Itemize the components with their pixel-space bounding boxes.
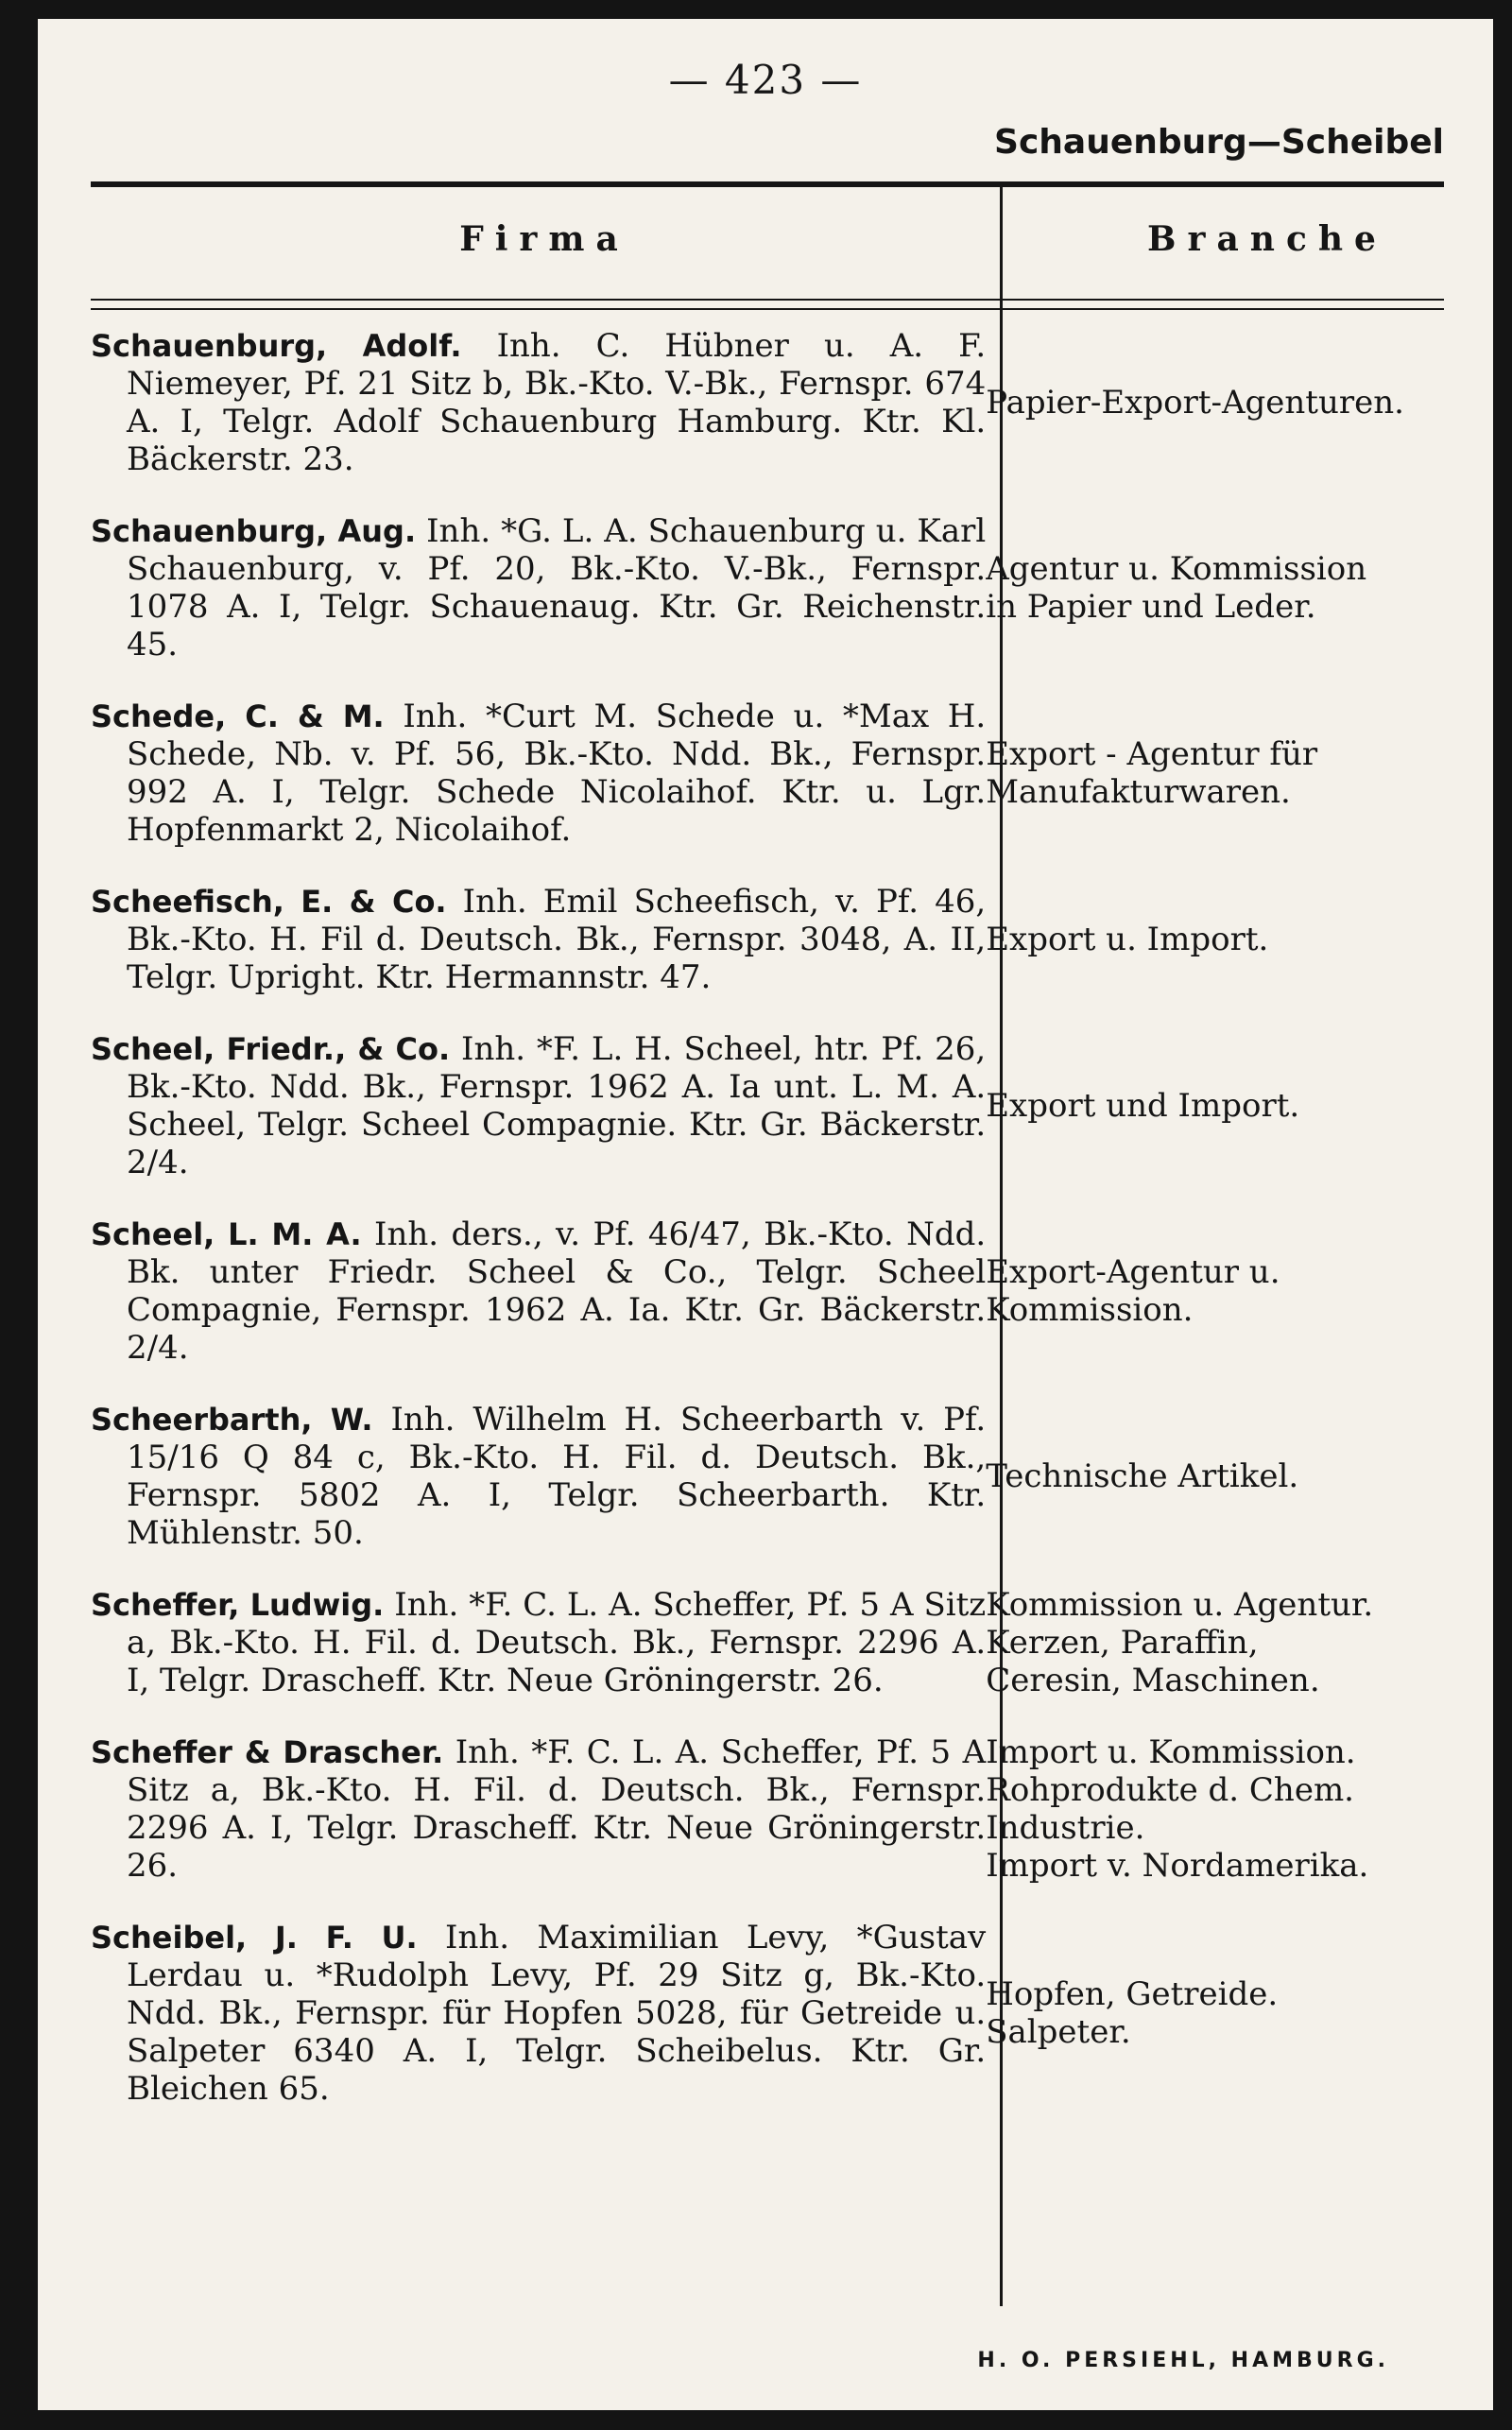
firma-details: Inh. *F. C. L. A. Scheffer, Pf. 5 A Sitz a, Bk.-Kto. H. Fil. d. Deutsch. Bk., Fernspr. 2296 A. I, Telgr. Drascheff. Ktr. Neue Gröningerstr. 26. [127, 1733, 987, 1885]
branche-text [986, 1975, 1448, 2051]
branche-text [986, 1253, 1448, 1329]
entry-scheefisch [91, 883, 1448, 996]
branche-line: Papier-Export-Agenturen. [986, 384, 1404, 422]
firma-text [91, 1030, 986, 1181]
firma-name: Scheel, L. M. A. [91, 1216, 362, 1252]
firma-details: Inh. Maximilian Levy, *Gustav Lerdau u. *Rudolph Levy, Pf. 29 Sitz g, Bk.-Kto. Ndd. Bk., Fernspr. für Hopfen 5028, für Getreide u. Salpeter 6340 A. I, Telgr. Scheibelus. Ktr. Gr. Bleichen 65. [127, 1919, 987, 2108]
entry-scheffer-ludwig [91, 1586, 1448, 1699]
firma-text [91, 1586, 986, 1699]
branche-line: Export u. Import. [986, 921, 1269, 958]
firma-name: Scheibel, J. F. U. [91, 1920, 418, 1956]
entry-schauenburg-adolf [91, 327, 1448, 478]
firma-text [91, 883, 986, 996]
firma-details: Inh. *F. C. L. A. Scheffer, Pf. 5 A Sitz a, Bk.-Kto. H. Fil. d. Deutsch. Bk., Fernspr. 2296 A. I, Telgr. Drascheff. Ktr. Neue Gröningerstr. 26. [127, 1586, 987, 1699]
branche-text [986, 1733, 1448, 1885]
firma-details: Inh. *F. L. H. Scheel, htr. Pf. 26, Bk.-Kto. Ndd. Bk., Fernspr. 1962 A. Ia unt. L. M. A. Scheel, Telgr. Scheel Compagnie. Ktr. Gr. Bäckerstr. 2/4. [127, 1030, 987, 1181]
entry-schauenburg-aug [91, 512, 1448, 664]
branche-line: Technische Artikel. [986, 1457, 1299, 1495]
firma-text [91, 1215, 986, 1367]
branche-line: Export-Agentur u. [986, 1253, 1280, 1291]
entry-schede [91, 698, 1448, 849]
branche-line: Rohprodukte d. Chem. [986, 1771, 1354, 1809]
firma-details: Inh. *Curt M. Schede u. *Max H. Schede, Nb. v. Pf. 56, Bk.-Kto. Ndd. Bk., Fernspr. 992 A. I, Telgr. Schede Nicolaihof. Ktr. u. Lgr. Hopfenmarkt 2, Nicolaihof. [127, 698, 987, 849]
directory-page [38, 19, 1493, 2410]
branche-line: Industrie. [986, 1809, 1145, 1847]
running-head: Schauenburg—Scheibel [994, 123, 1444, 162]
branche-line: Import v. Nordamerika. [986, 1847, 1369, 1885]
firma-name: Scheefisch, E. & Co. [91, 884, 447, 920]
branche-text [986, 384, 1448, 422]
firma-name: Schede, C. & M. [91, 698, 385, 734]
firma-details: Inh. Emil Scheefisch, v. Pf. 46, Bk.-Kto. H. Fil d. Deutsch. Bk., Fernspr. 3048, A. II, Telgr. Upright. Ktr. Hermannstr. 47. [127, 883, 987, 996]
branche-line: Kerzen, Paraffin, [986, 1624, 1259, 1662]
column-header-branche: Branche [1147, 219, 1387, 259]
column-header-firma: Firma [459, 219, 629, 259]
branche-line: Manufakturwaren. [986, 773, 1291, 811]
branche-text [986, 1457, 1448, 1495]
firma-text [91, 512, 986, 664]
branche-text [986, 550, 1448, 626]
branche-line: Import u. Kommission. [986, 1733, 1356, 1771]
entry-scheibel [91, 1919, 1448, 2108]
header-double-rule [91, 299, 1444, 310]
branche-line: Agentur u. Kommission [986, 550, 1367, 588]
firma-name: Schauenburg, Adolf. [91, 328, 462, 364]
branche-text [986, 1586, 1448, 1699]
firma-name: Schauenburg, Aug. [91, 513, 417, 549]
branche-line: Kommission u. Agentur. [986, 1586, 1374, 1624]
firma-details: Inh. *G. L. A. Schauenburg u. Karl Schauenburg, v. Pf. 20, Bk.-Kto. V.-Bk., Fernspr. 1078 A. I, Telgr. Schauenaug. Ktr. Gr. Reichenstr. 45. [127, 512, 987, 664]
branche-line: Salpeter. [986, 2013, 1131, 2051]
branche-text [986, 921, 1448, 958]
entry-scheerbarth [91, 1401, 1448, 1552]
entry-scheel-lma [91, 1215, 1448, 1367]
firma-name: Scheffer & Drascher. [91, 1734, 444, 1770]
firma-details: Inh. C. Hübner u. A. F. Niemeyer, Pf. 21 Sitz b, Bk.-Kto. V.-Bk., Fernspr. 674 A. I, Telgr. Adolf Schauenburg Hamburg. Ktr. Kl. Bäckerstr. 23. [127, 327, 987, 478]
column-header-row [91, 187, 1444, 297]
branche-text [986, 1087, 1448, 1125]
branche-line: Hopfen, Getreide. [986, 1975, 1279, 2013]
firma-details: Inh. ders., v. Pf. 46/47, Bk.-Kto. Ndd. Bk. unter Friedr. Scheel & Co., Telgr. Scheel Compagnie, Fernspr. 1962 A. Ia. Ktr. Gr. Bäckerstr. 2/4. [127, 1215, 987, 1367]
branche-line: Ceresin, Maschinen. [986, 1662, 1320, 1699]
firma-text [91, 698, 986, 849]
branche-line: Export - Agentur für [986, 735, 1318, 773]
firma-name: Scheffer, Ludwig. [91, 1587, 385, 1623]
firma-name: Scheerbarth, W. [91, 1402, 373, 1438]
branche-text [986, 735, 1448, 811]
firma-text [91, 1733, 986, 1885]
firma-text [91, 1401, 986, 1552]
page-number: — 423 — [668, 57, 863, 103]
firma-details: Inh. Wilhelm H. Scheerbarth v. Pf. 15/16 Q 84 c, Bk.-Kto. H. Fil. d. Deutsch. Bk., Fernspr. 5802 A. I, Telgr. Scheerbarth. Ktr. Mühlenstr. 50. [127, 1401, 987, 1552]
entry-scheel-friedr [91, 1030, 1448, 1181]
entry-scheffer-drascher [91, 1733, 1448, 1885]
branche-line: in Papier und Leder. [986, 588, 1316, 626]
firma-name: Scheel, Friedr., & Co. [91, 1031, 451, 1067]
branche-line: Kommission. [986, 1291, 1194, 1329]
printer-imprint: H. O. PERSIEHL, HAMBURG. [977, 2349, 1389, 2372]
branche-line: Export und Import. [986, 1087, 1300, 1125]
firma-text [91, 327, 986, 478]
firma-text [91, 1919, 986, 2108]
entry-list [91, 327, 1448, 2142]
